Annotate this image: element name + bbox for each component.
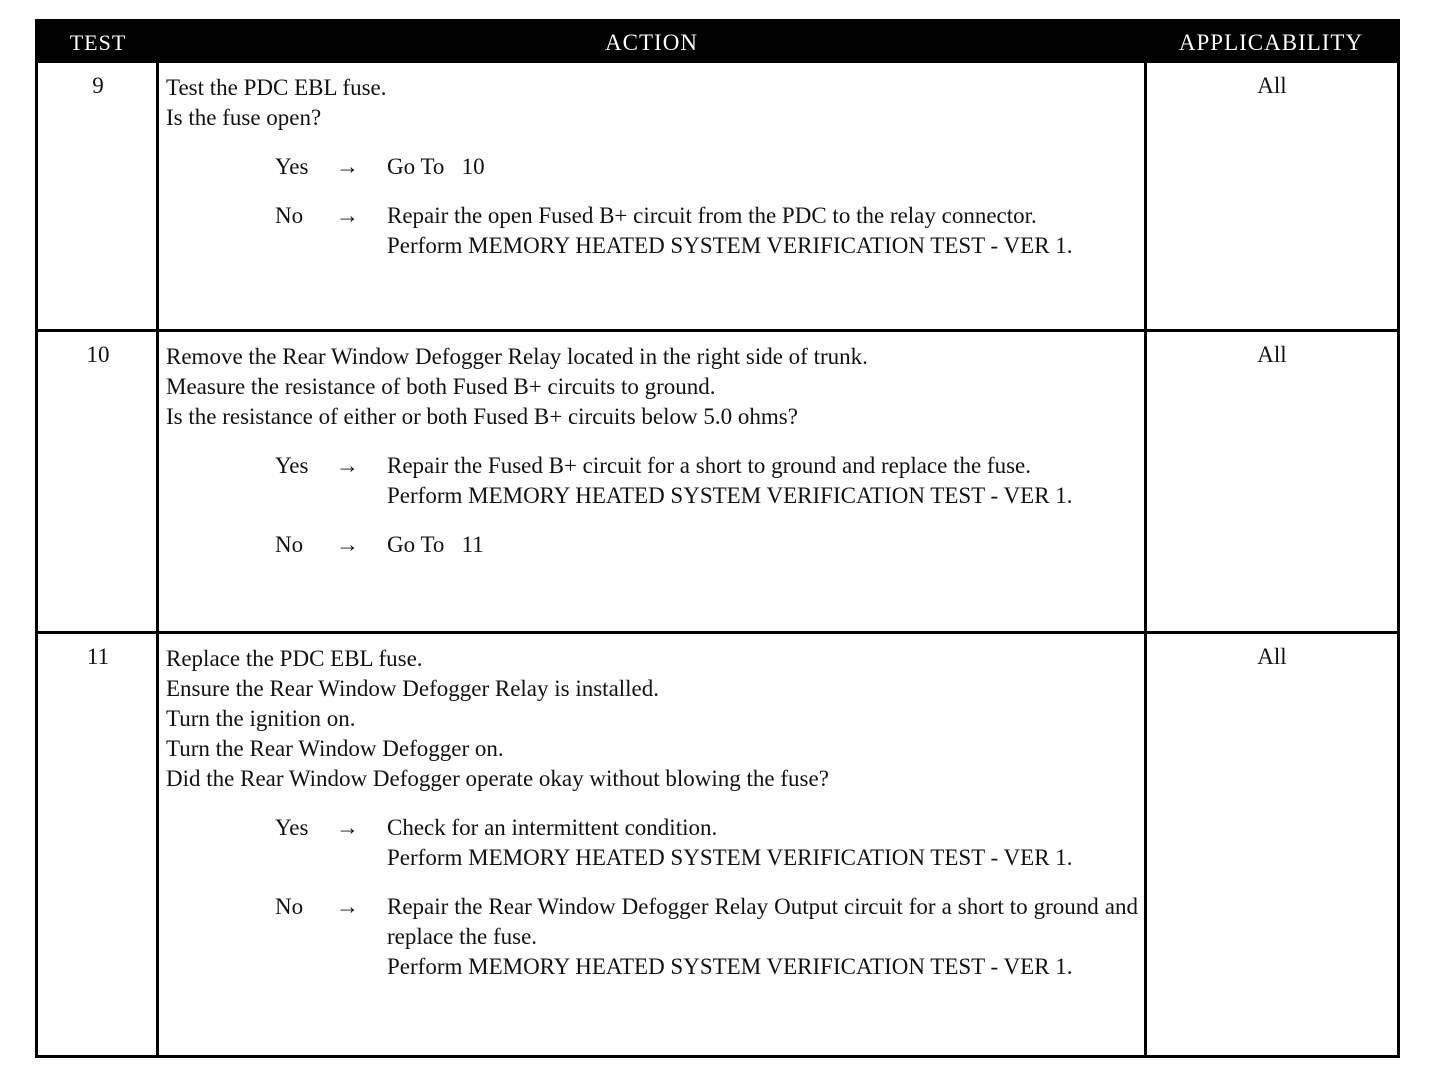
result-line: Repair the Rear Window Defogger Relay Output circuit for a short to ground and replace the fuse. <box>387 894 1138 949</box>
answer-yes <box>166 152 1138 182</box>
test-number: 11 <box>86 644 110 669</box>
result-line: Repair the open Fused B+ circuit from the PDC to the relay connector. <box>387 203 1037 228</box>
answer-yes <box>166 451 1138 511</box>
action-line: Replace the PDC EBL fuse. <box>166 646 423 671</box>
action-line: Turn the Rear Window Defogger on. <box>166 736 504 761</box>
arrow-icon: → <box>336 532 359 557</box>
action-line: Turn the ignition on. <box>166 706 356 731</box>
answer-result <box>387 152 1138 182</box>
header-action: ACTION <box>605 30 698 55</box>
arrow-icon: → <box>336 894 359 919</box>
answer-label: No <box>275 203 304 228</box>
answer-no <box>166 892 1138 982</box>
answer-label: Yes <box>275 815 309 840</box>
result-line: Check for an intermittent condition. <box>387 815 718 840</box>
header-applicability: APPLICABILITY <box>1178 30 1364 55</box>
answer-label: Yes <box>275 154 309 179</box>
answer-yes <box>166 813 1138 873</box>
action-line: Test the PDC EBL fuse. <box>166 75 387 100</box>
action-line: Is the resistance of either or both Fused B+ circuits below 5.0 ohms? <box>166 404 798 429</box>
result-line: Go To 10 <box>387 154 485 179</box>
applicability-cell: All <box>1257 644 1287 669</box>
answer-label: Yes <box>275 453 309 478</box>
arrow-icon: → <box>336 154 359 179</box>
answer-no <box>166 530 1138 560</box>
answer-result <box>387 451 1138 511</box>
table-row-test-11 <box>38 634 1397 1055</box>
test-number: 10 <box>86 342 110 367</box>
applicability-cell: All <box>1257 73 1287 98</box>
applicability-cell: All <box>1257 342 1287 367</box>
result-line: Go To 11 <box>387 532 484 557</box>
answer-no <box>166 201 1138 261</box>
result-line: Perform MEMORY HEATED SYSTEM VERIFICATION TEST - VER 1. <box>387 483 1073 508</box>
result-line: Perform MEMORY HEATED SYSTEM VERIFICATION TEST - VER 1. <box>387 233 1073 258</box>
answer-result <box>387 892 1138 982</box>
action-line: Remove the Rear Window Defogger Relay located in the right side of trunk. <box>166 344 868 369</box>
answer-result <box>387 530 1138 560</box>
answer-label: No <box>275 532 304 557</box>
result-line: Repair the Fused B+ circuit for a short to ground and replace the fuse. <box>387 453 1031 478</box>
table-row-test-9 <box>38 63 1397 329</box>
result-line: Perform MEMORY HEATED SYSTEM VERIFICATION TEST - VER 1. <box>387 954 1073 979</box>
action-line: Did the Rear Window Defogger operate okay without blowing the fuse? <box>166 766 829 791</box>
result-line: Perform MEMORY HEATED SYSTEM VERIFICATION TEST - VER 1. <box>387 845 1073 870</box>
test-number: 9 <box>92 73 104 98</box>
diagnostic-test-table <box>35 19 1400 1058</box>
answer-result <box>387 201 1138 261</box>
answer-label: No <box>275 894 304 919</box>
arrow-icon: → <box>336 203 359 228</box>
arrow-icon: → <box>336 815 359 840</box>
table-row-test-10 <box>38 332 1397 631</box>
action-cell <box>166 644 1138 982</box>
action-cell <box>166 73 1138 261</box>
action-cell <box>166 342 1138 560</box>
action-line: Measure the resistance of both Fused B+ circuits to ground. <box>166 374 716 399</box>
header-test: TEST <box>69 30 127 55</box>
table-header <box>38 22 1397 63</box>
arrow-icon: → <box>336 453 359 478</box>
action-line: Ensure the Rear Window Defogger Relay is installed. <box>166 676 660 701</box>
action-line: Is the fuse open? <box>166 105 322 130</box>
answer-result <box>387 813 1138 873</box>
